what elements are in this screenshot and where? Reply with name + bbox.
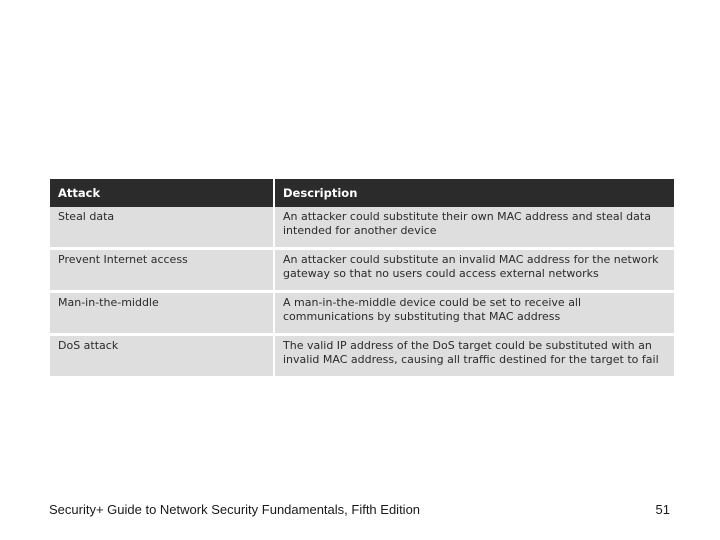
description-cell: An attacker could substitute their own MAC address and steal data intended for another device — [274, 207, 674, 249]
attack-table — [50, 179, 674, 376]
description-cell: A man-in-the-middle device could be set to receive all communications by substituting that MAC address — [274, 292, 674, 335]
attack-cell: Steal data — [50, 207, 274, 249]
attack-cell: DoS attack — [50, 335, 274, 377]
attack-cell: Prevent Internet access — [50, 249, 274, 292]
description-cell: An attacker could substitute an invalid MAC address for the network gateway so that no users could access external networks — [274, 249, 674, 292]
table-row — [50, 207, 674, 249]
description-cell: The valid IP address of the DoS target could be substituted with an invalid MAC address, causing all traffic destined for the target to fail — [274, 335, 674, 377]
page-number: 51 — [655, 502, 670, 517]
attack-cell: Man-in-the-middle — [50, 292, 274, 335]
header-attack: Attack — [50, 179, 274, 207]
table-header-row — [50, 179, 674, 207]
table-row — [50, 335, 674, 377]
table-row — [50, 292, 674, 335]
header-description: Description — [274, 179, 674, 207]
table-row — [50, 249, 674, 292]
footer-title: Security+ Guide to Network Security Fundamentals, Fifth Edition — [49, 502, 421, 517]
